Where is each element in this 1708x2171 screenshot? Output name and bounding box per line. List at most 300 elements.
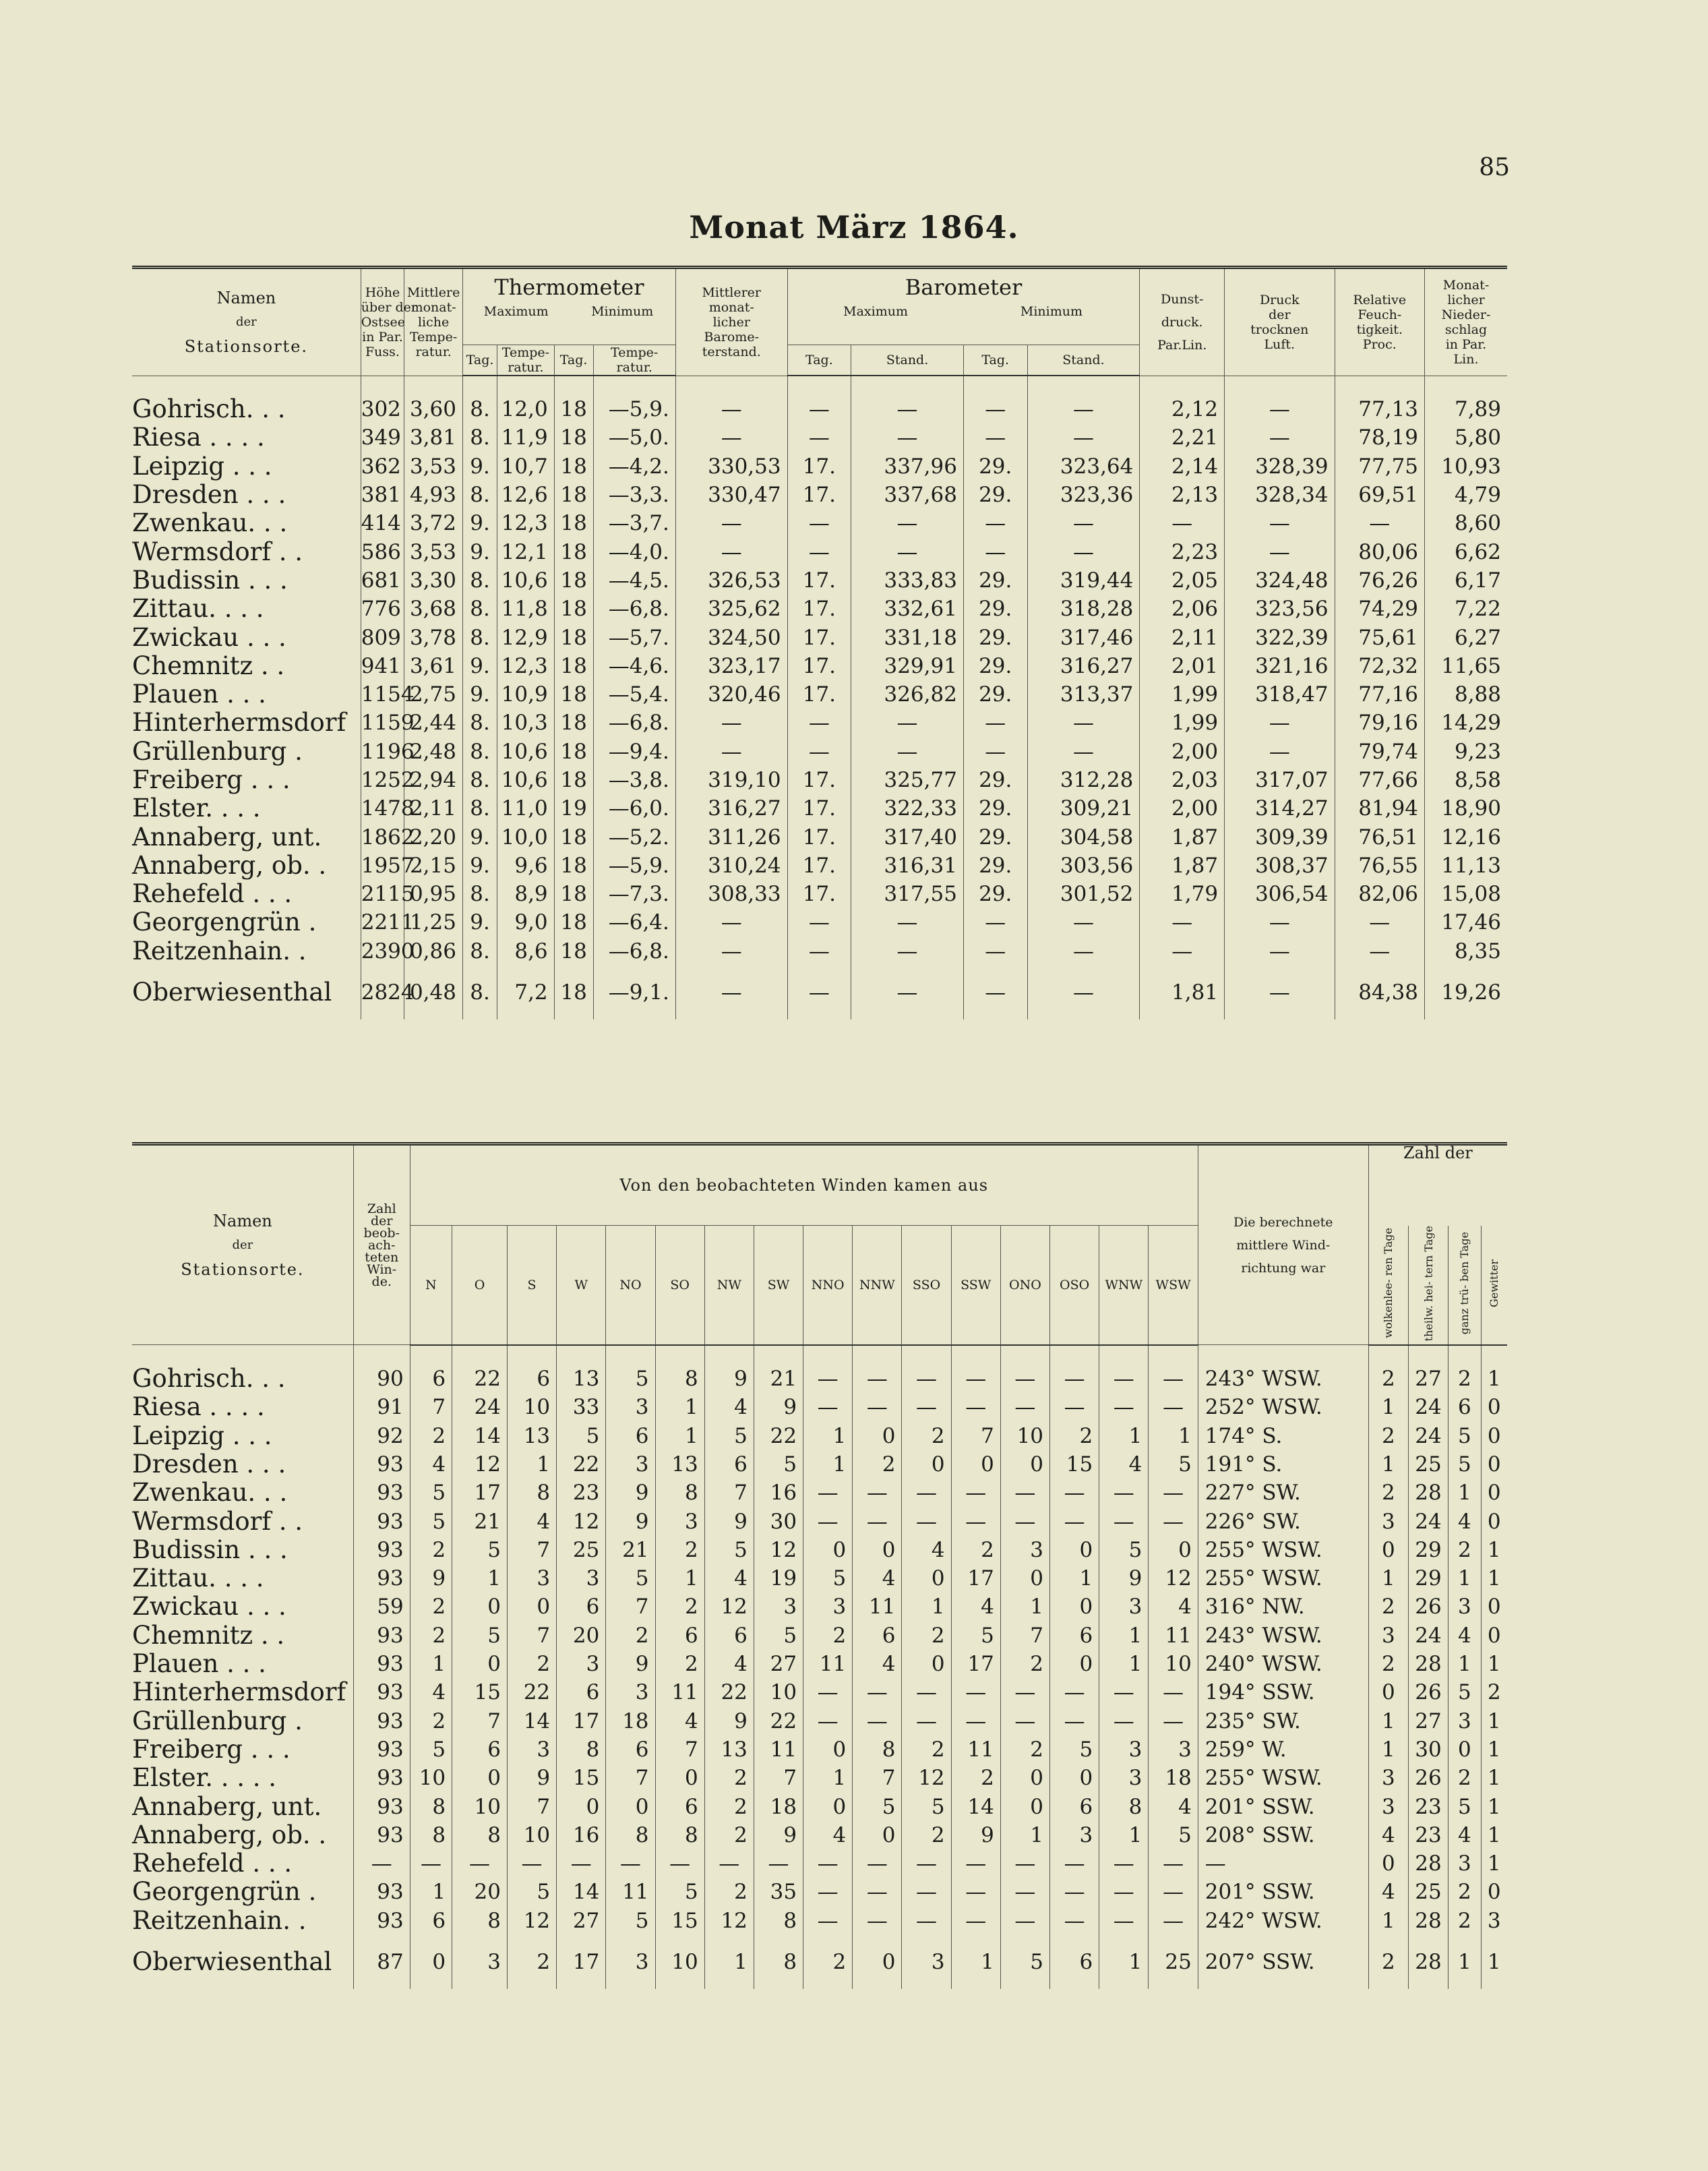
cell-value: 14	[507, 1706, 556, 1735]
cell-value: 9	[606, 1507, 655, 1535]
col-bmax-stand: Stand.	[851, 345, 964, 376]
cell-value: 17	[951, 1650, 1000, 1678]
cell-value: —	[803, 1678, 853, 1706]
table-row	[132, 908, 1507, 936]
col-wolkenleere-tage: wolkenlee- ren Tage	[1368, 1226, 1408, 1345]
cell-value: —	[1027, 908, 1140, 936]
cell-value: 18	[554, 623, 593, 651]
col-tmin-tag: Tag.	[554, 345, 593, 376]
cell-value: 19	[554, 794, 593, 823]
cell-value: 7,89	[1425, 376, 1507, 423]
cell-value: 2	[803, 1622, 853, 1650]
cell-value: 0	[1481, 1422, 1507, 1450]
cell-value: 2	[951, 1764, 1000, 1792]
cell-value: 13	[655, 1450, 704, 1479]
cell-value: 1	[1368, 1907, 1408, 1935]
cell-value: 25	[557, 1536, 606, 1564]
cell-value: 29.	[963, 852, 1027, 880]
table-row	[132, 1345, 1507, 1393]
cell-value: 15	[655, 1907, 704, 1935]
cell-value: 8	[655, 1345, 704, 1393]
cell-value: 226° SW.	[1198, 1507, 1368, 1535]
cell-value: 11	[803, 1650, 853, 1678]
cell-value: 10,0	[497, 823, 555, 851]
cell-value: 7,2	[497, 965, 555, 1019]
cell-value: 8	[452, 1907, 508, 1935]
cell-value: 79,74	[1335, 738, 1424, 766]
cell-value: —	[1149, 1678, 1198, 1706]
cell-value: 1	[704, 1935, 754, 1989]
cell-value: 0	[951, 1450, 1000, 1479]
cell-value: 2	[655, 1536, 704, 1564]
cell-value: 18	[554, 937, 593, 965]
col-tmin-temp: Tempe- ratur.	[593, 345, 675, 376]
cell-value: —	[675, 376, 787, 423]
cell-value: 10	[1149, 1650, 1198, 1678]
cell-value: 29	[1408, 1536, 1448, 1564]
cell-value: 8.	[462, 423, 497, 452]
cell-value: 9	[507, 1764, 556, 1792]
cell-value: 2,00	[1140, 738, 1225, 766]
table-row	[132, 852, 1507, 880]
cell-value: 0	[1050, 1593, 1099, 1621]
cell-value: 4	[1149, 1792, 1198, 1820]
cell-value: 0	[1050, 1764, 1099, 1792]
cell-value: 6	[410, 1345, 452, 1393]
cell-value: 6	[655, 1622, 704, 1650]
col-wind-o: O	[452, 1226, 508, 1345]
cell-value: 4	[853, 1650, 902, 1678]
cell-value: —	[1000, 1345, 1049, 1393]
cell-value: 1	[1050, 1564, 1099, 1593]
cell-value: 319,44	[1027, 566, 1140, 595]
cell-value: 26	[1408, 1593, 1448, 1621]
cell-value: 326,53	[675, 566, 787, 595]
cell-value: 194° SSW.	[1198, 1678, 1368, 1706]
cell-value: —	[787, 908, 851, 936]
cell-value: —	[902, 1706, 951, 1735]
station-name: Hinterhermsdorf	[132, 708, 346, 738]
cell-value: 174° S.	[1198, 1422, 1368, 1450]
cell-value: —	[853, 1479, 902, 1507]
cell-value: 4,93	[404, 481, 463, 509]
cell-value: 10,3	[497, 709, 555, 737]
cell-value: 26	[1408, 1678, 1448, 1706]
cell-value: 9.	[462, 680, 497, 709]
cell-value: 5	[803, 1564, 853, 1593]
cell-value: —	[787, 537, 851, 566]
cell-value: 8.	[462, 738, 497, 766]
cell-value: —	[853, 1345, 902, 1393]
cell-value: 2	[704, 1764, 754, 1792]
cell-value: 7	[704, 1479, 754, 1507]
cell-value: 24	[1408, 1622, 1448, 1650]
cell-value: —9,1.	[593, 965, 675, 1019]
cell-value: 18	[554, 738, 593, 766]
table-row	[132, 965, 1507, 1019]
cell-value: 5	[1448, 1450, 1481, 1479]
cell-value: —	[951, 1878, 1000, 1906]
cell-value: 323,56	[1225, 595, 1335, 623]
cell-value: 4	[1448, 1821, 1481, 1849]
cell-value: —	[803, 1345, 853, 1393]
cell-value: 362	[361, 452, 404, 481]
cell-value: 29.	[963, 652, 1027, 680]
cell-value: 8	[853, 1735, 902, 1764]
col-wind-wnw: WNW	[1099, 1226, 1149, 1345]
cell-value: 25	[1408, 1450, 1448, 1479]
cell-value: —	[787, 937, 851, 965]
cell-value: 317,40	[851, 823, 964, 851]
cell-value: 12	[1149, 1564, 1198, 1593]
cell-value: —	[963, 965, 1027, 1019]
cell-value: 2	[1368, 1422, 1408, 1450]
cell-value: 8	[754, 1935, 803, 1989]
cell-value: 243° WSW.	[1198, 1622, 1368, 1650]
cell-value: 4	[1368, 1878, 1408, 1906]
cell-value: 93	[353, 1622, 410, 1650]
cell-value: —	[1225, 709, 1335, 737]
cell-value: 3	[1448, 1706, 1481, 1735]
cell-value: 1	[1481, 1764, 1507, 1792]
cell-value: 0	[1481, 1450, 1507, 1479]
cell-value: —	[1140, 509, 1225, 537]
cell-value: 2,48	[404, 738, 463, 766]
cell-value: 18	[554, 965, 593, 1019]
cell-value: 5	[1000, 1935, 1049, 1989]
cell-value: 0	[1000, 1564, 1049, 1593]
cell-value: —	[1149, 1849, 1198, 1878]
cell-value: —	[951, 1479, 1000, 1507]
cell-value: 1,99	[1140, 680, 1225, 709]
cell-value: 28	[1408, 1479, 1448, 1507]
cell-value: 5	[606, 1564, 655, 1593]
col-relative-feuchtigkeit: Relative Feuch- tigkeit. Proc.	[1335, 268, 1424, 376]
cell-value: 28	[1408, 1650, 1448, 1678]
cell-value: —	[1027, 709, 1140, 737]
cell-value: —	[1099, 1479, 1149, 1507]
cell-value: —	[1099, 1849, 1149, 1878]
col-wind-nno: NNO	[803, 1226, 853, 1345]
cell-value: —	[1050, 1345, 1099, 1393]
station-name: Reitzenhain. .	[132, 936, 307, 965]
cell-value: —	[902, 1878, 951, 1906]
cell-value: 80,06	[1335, 537, 1424, 566]
col-zahl-winde: Zahl der beob- ach- teten Win- de.	[353, 1144, 410, 1345]
cell-value: 2	[410, 1706, 452, 1735]
cell-value: 0	[1050, 1536, 1099, 1564]
cell-value: 7,22	[1425, 595, 1507, 623]
cell-value: 2,12	[1140, 376, 1225, 423]
cell-value: 0	[853, 1422, 902, 1450]
cell-value: 2,44	[404, 709, 463, 737]
cell-value: 8	[410, 1792, 452, 1820]
cell-value: 4	[1149, 1593, 1198, 1621]
cell-value: —	[1335, 908, 1424, 936]
cell-value: 5	[1099, 1536, 1149, 1564]
cell-value: 28	[1408, 1907, 1448, 1935]
cell-value: —3,8.	[593, 766, 675, 794]
cell-value: 1	[1481, 1849, 1507, 1878]
cell-value: 318,47	[1225, 680, 1335, 709]
cell-value: 4	[1099, 1450, 1149, 1479]
cell-value: 11,65	[1425, 652, 1507, 680]
cell-value: —	[1225, 738, 1335, 766]
cell-value: 12	[754, 1536, 803, 1564]
cell-value: 6	[1050, 1935, 1099, 1989]
station-name: Plauen . . .	[132, 680, 266, 709]
table-row	[132, 709, 1507, 737]
cell-value: 9	[606, 1650, 655, 1678]
cell-value: 6	[853, 1622, 902, 1650]
cell-value: 252° WSW.	[1198, 1393, 1368, 1421]
cell-value: 18	[554, 680, 593, 709]
cell-value: —	[902, 1849, 951, 1878]
cell-value: 6	[1448, 1393, 1481, 1421]
cell-value: 325,77	[851, 766, 964, 794]
cell-value: 7	[951, 1422, 1000, 1450]
cell-value: —	[803, 1907, 853, 1935]
cell-value: 227° SW.	[1198, 1479, 1368, 1507]
cell-value: 3	[803, 1593, 853, 1621]
cell-value: 33	[557, 1393, 606, 1421]
col-bmin-stand: Stand.	[1027, 345, 1140, 376]
station-name: Leipzig . . .	[132, 1421, 272, 1450]
cell-value: —4,0.	[593, 537, 675, 566]
cell-value: —	[787, 709, 851, 737]
cell-value: 78,19	[1335, 423, 1424, 452]
cell-value: —	[787, 376, 851, 423]
cell-value: 2	[1050, 1422, 1099, 1450]
cell-value: —	[851, 537, 964, 566]
cell-value: 18	[754, 1792, 803, 1820]
cell-value: 12	[902, 1764, 951, 1792]
cell-value: 6	[606, 1735, 655, 1764]
cell-value: 6	[655, 1792, 704, 1820]
cell-value: 3	[606, 1450, 655, 1479]
cell-value: —	[557, 1849, 606, 1878]
cell-value: —	[1225, 423, 1335, 452]
cell-value: —	[787, 423, 851, 452]
cell-value: 5	[606, 1345, 655, 1393]
cell-value: 79,16	[1335, 709, 1424, 737]
cell-value: 6,17	[1425, 566, 1507, 595]
cell-value: 35	[754, 1878, 803, 1906]
cell-value: 22	[754, 1706, 803, 1735]
col-heitere-tage: theilw. hei- tern Tage	[1408, 1226, 1448, 1345]
cell-value: 92	[353, 1422, 410, 1450]
cell-value: —	[1140, 908, 1225, 936]
cell-value: 8,88	[1425, 680, 1507, 709]
cell-value: —	[1000, 1507, 1049, 1535]
cell-value: —4,6.	[593, 652, 675, 680]
cell-value: 0	[1000, 1450, 1049, 1479]
cell-value: 9.	[462, 823, 497, 851]
cell-value: 0	[853, 1536, 902, 1564]
cell-value: 28	[1408, 1935, 1448, 1989]
cell-value: 2	[1368, 1345, 1408, 1393]
cell-value: 24	[1408, 1393, 1448, 1421]
cell-value: 12,3	[497, 509, 555, 537]
cell-value: 2	[410, 1593, 452, 1621]
cell-value: —	[1149, 1479, 1198, 1507]
cell-value: 9	[704, 1706, 754, 1735]
cell-value: 3,72	[404, 509, 463, 537]
cell-value: 1,25	[404, 908, 463, 936]
cell-value: 17.	[787, 823, 851, 851]
cell-value: 310,24	[675, 852, 787, 880]
cell-value: 3	[1448, 1849, 1481, 1878]
cell-value: 2	[1448, 1907, 1481, 1935]
cell-value: —5,4.	[593, 680, 675, 709]
cell-value: 1	[902, 1593, 951, 1621]
cell-value: 24	[452, 1393, 508, 1421]
cell-value: 5	[410, 1479, 452, 1507]
cell-value: 2,01	[1140, 652, 1225, 680]
cell-value: —	[1050, 1479, 1099, 1507]
cell-value: 29.	[963, 794, 1027, 823]
cell-value: 5	[902, 1792, 951, 1820]
cell-value: 8	[557, 1735, 606, 1764]
station-name: Budissin . . .	[132, 565, 288, 595]
cell-value: 1	[1448, 1650, 1481, 1678]
cell-value: 9	[1099, 1564, 1149, 1593]
cell-value: —	[1140, 937, 1225, 965]
col-hoehe: Höhe über der Ostsee in Par. Fuss.	[361, 268, 404, 376]
cell-value: —6,4.	[593, 908, 675, 936]
station-name: Gohrisch. . .	[132, 1363, 286, 1393]
cell-value: —	[1099, 1345, 1149, 1393]
cell-value: —	[1000, 1706, 1049, 1735]
cell-value: 6,62	[1425, 537, 1507, 566]
cell-value: 2824	[361, 965, 404, 1019]
col-stationsorte-2: Namen der Stationsorte.	[132, 1144, 353, 1345]
cell-value: —	[1050, 1706, 1099, 1735]
cell-value: 1	[655, 1393, 704, 1421]
cell-value: 0,86	[404, 937, 463, 965]
cell-value: 5	[704, 1422, 754, 1450]
cell-value: 17.	[787, 566, 851, 595]
cell-value: 2	[902, 1422, 951, 1450]
cell-value: —	[853, 1507, 902, 1535]
station-name: Hinterhermsdorf	[132, 1677, 346, 1707]
cell-value: —	[951, 1507, 1000, 1535]
cell-value: 4	[410, 1450, 452, 1479]
cell-value: —3,3.	[593, 481, 675, 509]
cell-value: 302	[361, 376, 404, 423]
cell-value: 18	[554, 566, 593, 595]
table-row	[132, 1849, 1507, 1878]
cell-value: 18	[554, 823, 593, 851]
cell-value: 330,53	[675, 452, 787, 481]
cell-value: 1196	[361, 738, 404, 766]
cell-value: 2,00	[1140, 794, 1225, 823]
station-name: Oberwiesenthal	[132, 1946, 332, 1976]
cell-value: 1	[1481, 1735, 1507, 1764]
cell-value: 2	[902, 1821, 951, 1849]
cell-value: 11,13	[1425, 852, 1507, 880]
station-name: Gohrisch. . .	[132, 394, 286, 423]
climate-table-body	[132, 376, 1507, 1019]
cell-value: 11	[655, 1678, 704, 1706]
cell-value: 93	[353, 1764, 410, 1792]
cell-value: 0	[1368, 1536, 1408, 1564]
cell-value: 2,06	[1140, 595, 1225, 623]
station-name: Dresden . . .	[132, 1449, 286, 1479]
cell-value: —	[803, 1507, 853, 1535]
cell-value: 0	[452, 1593, 508, 1621]
station-name: Georgengrün .	[132, 908, 317, 937]
cell-value: 1	[1481, 1650, 1507, 1678]
cell-value: 5	[951, 1622, 1000, 1650]
cell-value: 1	[1448, 1935, 1481, 1989]
cell-value: 12	[557, 1507, 606, 1535]
cell-value: 29.	[963, 595, 1027, 623]
cell-value: 259° W.	[1198, 1735, 1368, 1764]
cell-value: 0	[1000, 1792, 1049, 1820]
station-name: Freiberg . . .	[132, 1734, 291, 1764]
table-row	[132, 738, 1507, 766]
col-wind-so: SO	[655, 1226, 704, 1345]
cell-value: 4	[704, 1650, 754, 1678]
cell-value: 9	[951, 1821, 1000, 1849]
cell-value: 19	[754, 1564, 803, 1593]
cell-value: 81,94	[1335, 794, 1424, 823]
col-wind-sso: SSO	[902, 1226, 951, 1345]
cell-value: 12,0	[497, 376, 555, 423]
cell-value: 776	[361, 595, 404, 623]
cell-value: 2	[410, 1422, 452, 1450]
cell-value: 4	[1448, 1622, 1481, 1650]
cell-value: 18	[554, 509, 593, 537]
cell-value: 21	[606, 1536, 655, 1564]
cell-value: 317,46	[1027, 623, 1140, 651]
cell-value: —	[1225, 965, 1335, 1019]
col-wind-s: S	[507, 1226, 556, 1345]
cell-value: 2	[1000, 1735, 1049, 1764]
cell-value: 18,90	[1425, 794, 1507, 823]
table-row	[132, 1764, 1507, 1792]
cell-value: 22	[507, 1678, 556, 1706]
cell-value: 9,0	[497, 908, 555, 936]
cell-value: 10	[754, 1678, 803, 1706]
cell-value: 25	[1149, 1935, 1198, 1989]
cell-value: —	[963, 709, 1027, 737]
cell-value: 3	[754, 1593, 803, 1621]
cell-value: 10	[655, 1935, 704, 1989]
cell-value: 29.	[963, 823, 1027, 851]
cell-value: 18	[554, 452, 593, 481]
table-row	[132, 1422, 1507, 1450]
cell-value: —	[1000, 1849, 1049, 1878]
cell-value: 18	[1149, 1764, 1198, 1792]
cell-value: 18	[554, 880, 593, 908]
cell-value: 2	[410, 1622, 452, 1650]
cell-value: 12	[507, 1907, 556, 1935]
cell-value: 1	[1481, 1564, 1507, 1593]
col-wind-nnw: NNW	[853, 1226, 902, 1345]
cell-value: —	[353, 1849, 410, 1878]
col-wind-nw: NW	[704, 1226, 754, 1345]
cell-value: 2	[606, 1622, 655, 1650]
cell-value: 18	[554, 537, 593, 566]
cell-value: —	[1099, 1393, 1149, 1421]
cell-value: 2115	[361, 880, 404, 908]
cell-value: 3	[557, 1650, 606, 1678]
cell-value: 6	[606, 1422, 655, 1450]
cell-value: 2	[853, 1450, 902, 1479]
cell-value: 0	[1481, 1593, 1507, 1621]
